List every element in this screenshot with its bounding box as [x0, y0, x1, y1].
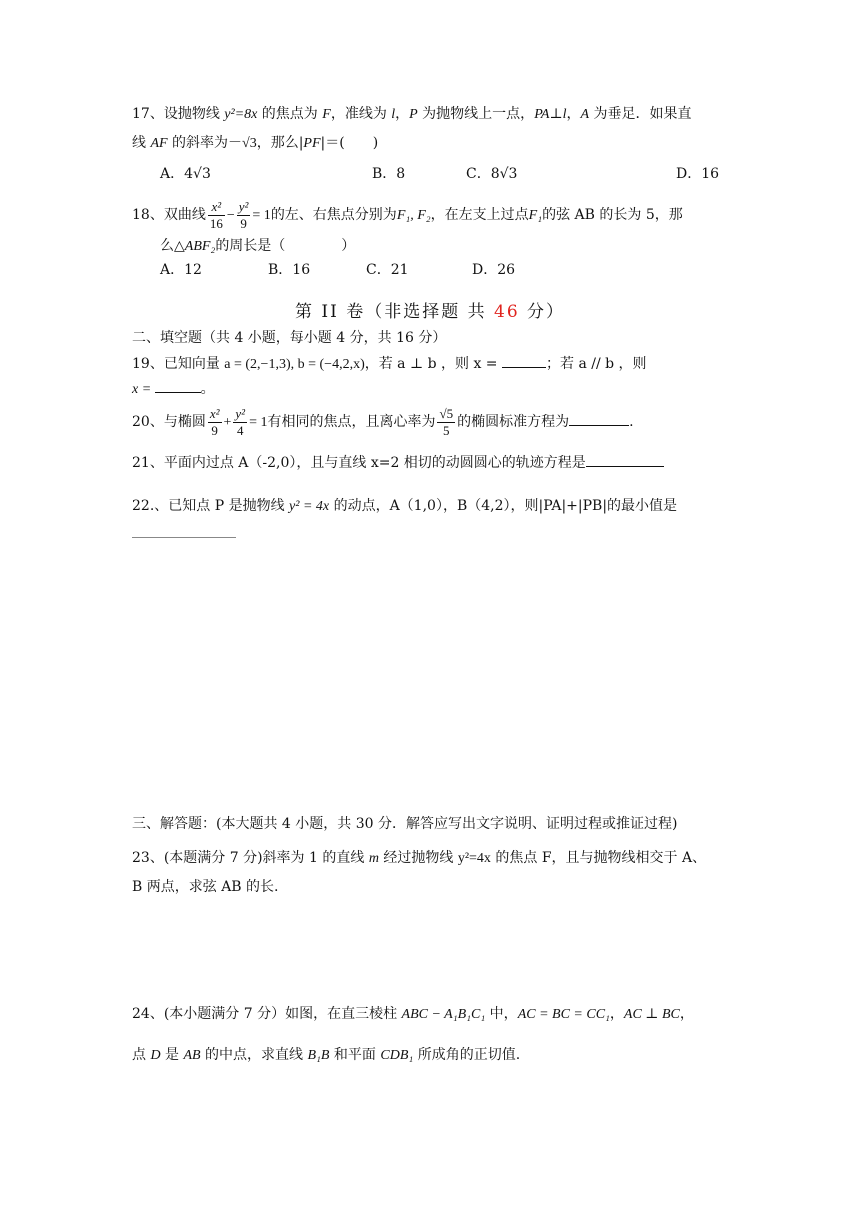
q17-option-a: A．4√3 [160, 166, 211, 182]
q18-option-c: C．21 [366, 262, 409, 278]
q20-fraction-x: $\frac{\text{x²}}{9}$ [209, 405, 220, 438]
q17-option-b: B．8 [372, 166, 406, 182]
solve-heading: 三、解答题：(本大题共 4 小题，共 30 分．解答应写出文字说明、证明过程或推证过程) [132, 816, 678, 832]
q21-line: 21、平面内过点 A（-2,0），且与直线 x=2 相切的动圆圆心的轨迹方程是 [132, 452, 664, 473]
q19-blank-1[interactable] [502, 353, 546, 368]
q21-blank[interactable] [586, 452, 664, 467]
q18-option-a: A．12 [160, 262, 202, 278]
q17-option-d: D．16 [676, 166, 720, 182]
q22-line: 22.、已知点 P 是抛物线 y² = 4x 的动点，A（1,0），B（4,2），则|PA|+|PB|的最小值是 [132, 498, 678, 514]
q17-line-2: 线 AF 的斜率为－√3，那么|PF|＝( ) [132, 135, 379, 151]
q18-option-d: D．26 [472, 262, 516, 278]
q20-line: 20、与椭圆 $\frac{\text{x²}}{9}$ + $\frac{\text{y²}}{4}$ = 1有相同的焦点，且离心率为 $\frac{√5}{5}$ 的椭圆标准方程为 . [132, 405, 634, 438]
section-2-title: 第 II 卷（非选择题 共 46 分） [294, 302, 566, 322]
q18-fraction-y: $\frac{\text{y²}}{9}$ [238, 198, 249, 231]
q20-fraction-e: $\frac{√5}{5}$ [439, 405, 454, 438]
q23-line-1: 23、(本题满分 7 分)斜率为 1 的直线 m 经过抛物线 y²=4x 的焦点 F，且与抛物线相交于 A、 [132, 850, 707, 866]
q17-line-1: 17、设抛物线 y²=8x 的焦点为 F，准线为 l，P 为抛物线上一点，PA⊥l，A 为垂足．如果直 [132, 106, 692, 122]
q23-line-2: B 两点，求弦 AB 的长. [132, 879, 279, 895]
q22-blank[interactable] [132, 537, 236, 538]
q19-blank-2[interactable] [155, 378, 201, 393]
q17-option-c: C．8√3 [466, 166, 518, 182]
q19-line-2: x = 。 [132, 378, 215, 400]
q18-line-2: 么△ABF₂的周长是（ ） [160, 238, 356, 254]
q24-line-1: 24、(本小题满分 7 分）如图，在直三棱柱 ABC − A₁B₁C₁ 中，AC = BC = CC₁，AC ⊥ BC， [132, 1006, 694, 1022]
q18-fraction-x: $\frac{\text{x²}}{16}$ [209, 198, 223, 231]
q24-line-2: 点 D 是 AB 的中点，求直线 B₁B 和平面 CDB₁ 所成角的正切值. [132, 1047, 521, 1063]
q20-fraction-y: $\frac{\text{y²}}{4}$ [235, 405, 246, 438]
section-2-score: 46 [494, 302, 520, 322]
q20-blank[interactable] [569, 411, 629, 426]
fill-in-heading: 二、填空题（共 4 小题，每小题 4 分，共 16 分） [132, 330, 447, 346]
q19-line-1: 19、已知向量 a = (2,−1,3), b = (−4,2,x)，若 a ⊥ b ，则 x = ；若 a // b ，则 [132, 353, 647, 375]
q18-option-b: B．16 [268, 262, 311, 278]
q18-line-1: 18、双曲线 $\frac{\text{x²}}{16}$ − $\frac{\text{y²}}{9}$ = 1的左、右焦点分别为F₁, F₂，在左支上过点F₁的弦 AB 的长为 5，那 [132, 198, 683, 231]
